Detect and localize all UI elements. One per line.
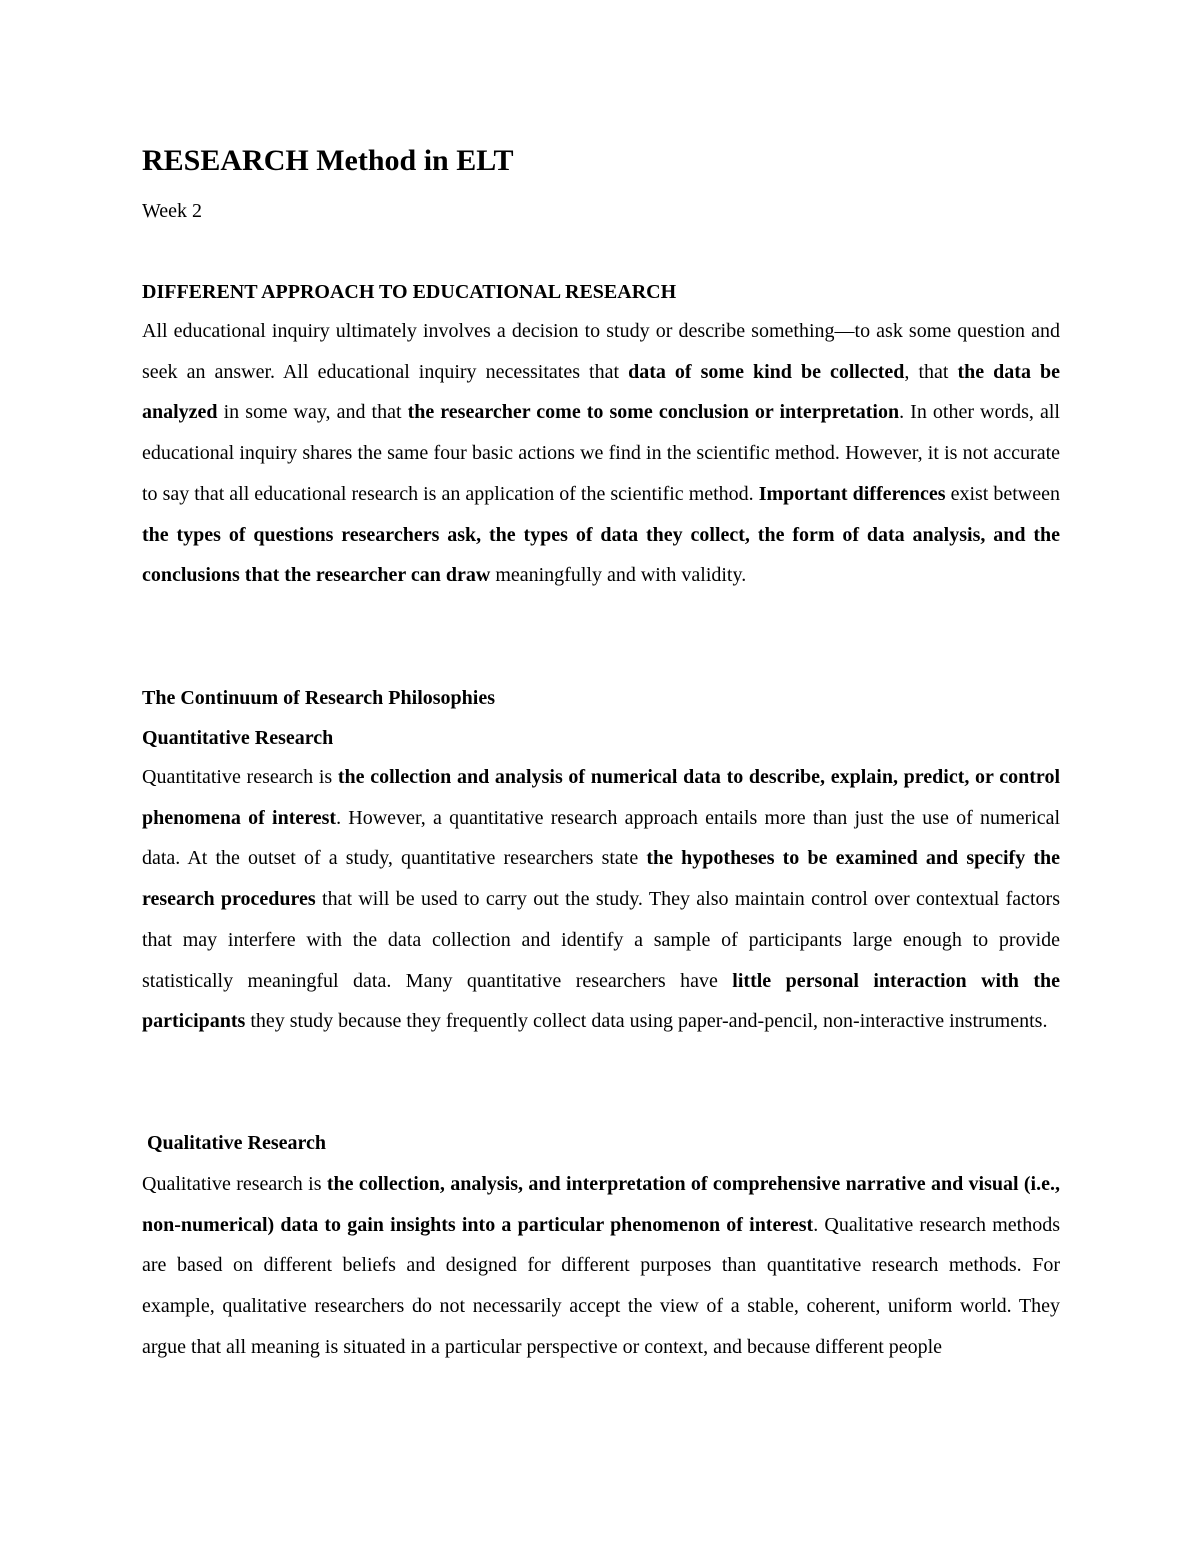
qual-text-2: . Qualitative research methods are based on different beliefs and designed for different purposes than quantitative research methods. For example, qualitative researchers do not necessarily accept the view of a stable, coherent, uniform world. They argue that all meaning is situated in a particular perspective or context, and because different people <box>142 1213 1060 1358</box>
intro-text-5: exist between <box>945 482 1060 505</box>
document-title: RESEARCH Method in ELT <box>142 144 514 177</box>
qual-text-1: Qualitative research is <box>142 1173 327 1195</box>
qual-bold-1: the collection, analysis, and interpretation of comprehensive narrative and visual (i.e., non-numerical) data to gain insights into a particular phenomenon of interest <box>142 1173 1060 1236</box>
quant-bold-1: the collection and analysis of numerical data to describe, explain, predict, or control phenomena of interest <box>142 766 1060 829</box>
quantitative-paragraph <box>142 757 1060 1042</box>
week-label: Week 2 <box>142 200 203 222</box>
intro-text-2: , that <box>904 360 958 383</box>
quant-text-1: Quantitative research is <box>142 766 338 788</box>
quant-text-4: they study because they frequently collect data using paper-and-pencil, non-interactive instruments. <box>245 1010 1048 1033</box>
intro-bold-2: the data be analyzed <box>142 360 1061 424</box>
intro-bold-3: the researcher come to some conclusion or interpretation <box>407 401 900 424</box>
quant-bold-3: little personal interaction with the participants <box>142 969 1060 1033</box>
qualitative-paragraph <box>142 1164 1060 1368</box>
intro-text-4: . In other words, all educational inquiry shares the same four basic actions we find in the scientific method. However, it is not accurate to say that all educational research is an application of the scientific method. <box>142 401 1060 505</box>
intro-bold-4: Important differences <box>758 482 946 505</box>
intro-paragraph <box>142 311 1060 596</box>
quant-text-3: that will be used to carry out the study. They also maintain control over contextual factors that may interfere with the data collection and identify a sample of participants large enough to provide statistically meaningful data. Many quantitative researchers have <box>142 888 1061 992</box>
intro-bold-1: data of some kind be collected <box>628 360 905 383</box>
intro-text-6: meaningfully and with validity. <box>490 564 747 587</box>
quantitative-heading: Quantitative Research <box>142 727 334 749</box>
section-heading: DIFFERENT APPROACH TO EDUCATIONAL RESEARCH <box>142 281 677 303</box>
continuum-heading: The Continuum of Research Philosophies <box>142 687 496 709</box>
intro-bold-5: the types of questions researchers ask, the types of data they collect, the form of data analysis, and the conclusions that the researcher can draw <box>142 523 1060 587</box>
quant-bold-2: the hypotheses to be examined and specify the research procedures <box>142 847 1060 911</box>
quant-text-2: . However, a quantitative research approach entails more than just the use of numerical data. At the outset of a study, quantitative researchers state <box>142 806 1061 870</box>
intro-text-1: All educational inquiry ultimately involves a decision to study or describe something—to ask some question and seek an answer. All educational inquiry necessitates that <box>142 320 1060 383</box>
qualitative-heading: Qualitative Research <box>147 1132 327 1154</box>
intro-text-3: in some way, and that <box>217 401 408 424</box>
